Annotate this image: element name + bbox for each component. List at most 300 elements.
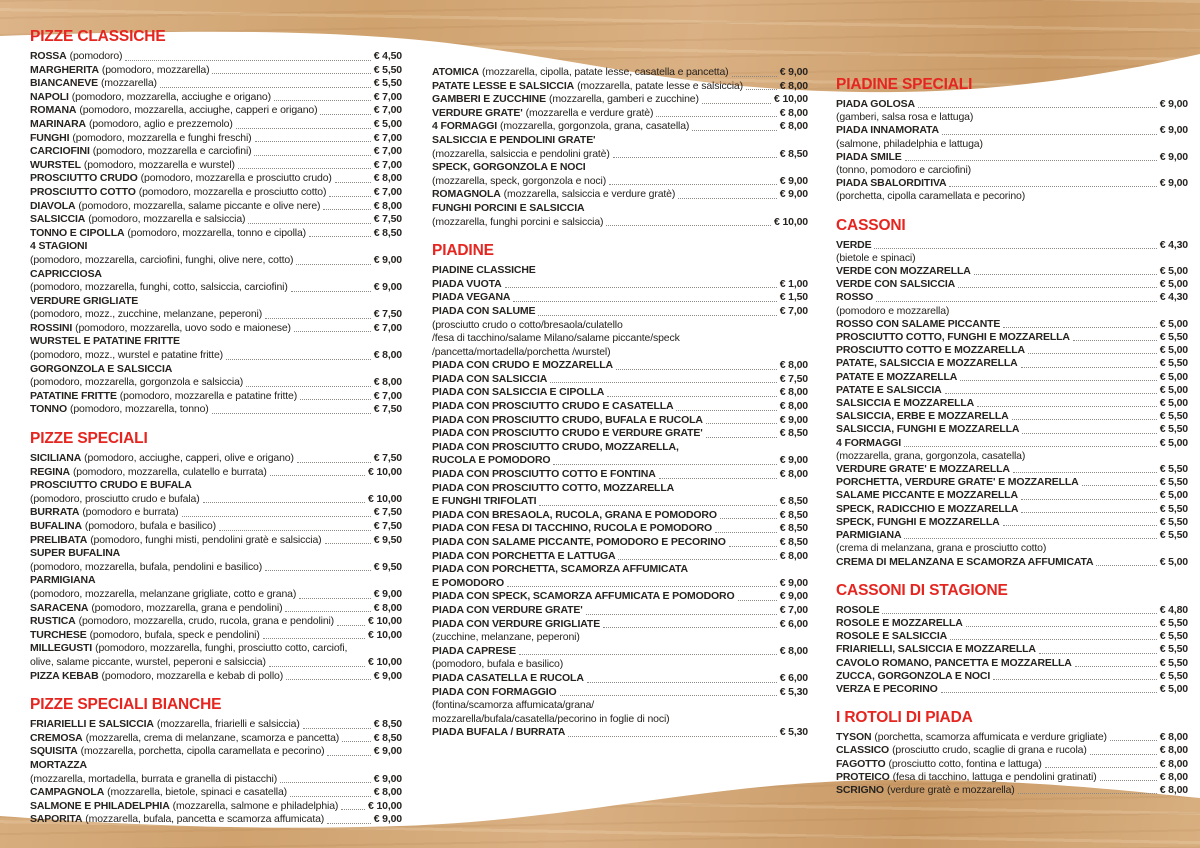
section-title: PIZZE SPECIALI <box>30 430 148 448</box>
item-description: (pomodoro, mozzarella, uovo sodo e maionese) <box>75 321 291 334</box>
item-description: (pomodoro, mozzarella e salsiccia) <box>88 213 246 226</box>
item-description: (mozzarella, bufala, pancetta e scamorza affumicata) <box>85 813 325 826</box>
menu-item-row <box>30 64 402 78</box>
leader-dots <box>958 287 1157 288</box>
item-name: E POMODORO <box>432 576 505 589</box>
menu-item-row <box>30 642 402 656</box>
menu-item-row <box>30 335 402 349</box>
item-description: (fontina/scamorza affumicata/grana/ <box>432 699 595 712</box>
item-description: (prosciutto crudo o cotto/bresaola/culatello <box>432 318 623 331</box>
item-name: PATATE E MOZZARELLA <box>836 370 958 383</box>
item-name: SPECK, FUNGHI E MOZZARELLA <box>836 515 1000 528</box>
menu-item-row <box>30 574 402 588</box>
item-price: € 4,30 <box>1159 238 1188 251</box>
item-name: ROMAGNOLA <box>432 188 501 201</box>
menu-item-row <box>30 376 402 390</box>
item-price: € 9,00 <box>1159 98 1188 110</box>
menu-item-row <box>30 629 402 643</box>
menu-item-row <box>432 107 808 121</box>
item-description: (pomodoro, mozzarella e prosciutto crudo) <box>140 172 332 185</box>
leader-dots <box>280 782 371 783</box>
leader-dots <box>1018 793 1157 794</box>
item-description: (mozzarella, funghi porcini e salsiccia) <box>432 215 604 228</box>
menu-item-row <box>432 726 808 740</box>
item-description: (pomodoro, prosciutto crudo e bufala) <box>30 492 200 505</box>
item-price: € 8,00 <box>779 386 808 399</box>
menu-item-row <box>836 151 1188 164</box>
menu-section <box>432 66 808 229</box>
leader-dots <box>286 679 371 680</box>
item-price: € 8,00 <box>373 172 402 185</box>
menu-item-row <box>432 577 808 591</box>
menu-section <box>30 696 402 827</box>
menu-item-row <box>836 371 1188 384</box>
leader-dots <box>335 182 371 183</box>
item-name: PIADA CON PROSCIUTTO COTTO E FONTINA <box>432 468 656 481</box>
item-price: € 5,50 <box>1159 669 1188 682</box>
menu-item-row <box>836 397 1188 410</box>
menu-item-row <box>836 744 1188 757</box>
item-name: ROMANA <box>30 104 77 117</box>
item-price: € 7,50 <box>373 506 402 519</box>
item-name: SAPORITA <box>30 813 83 826</box>
menu-item-row <box>836 318 1188 331</box>
item-price: € 10,00 <box>368 492 402 505</box>
menu-item-row <box>30 800 402 814</box>
item-description: (pomodoro) <box>69 50 123 62</box>
item-description: (mozzarella, speck, gorgonzola e noci) <box>432 174 607 187</box>
item-name: SALSICCIA <box>30 213 86 226</box>
menu-item-row <box>30 506 402 520</box>
menu-item-row <box>836 463 1188 476</box>
leader-dots <box>974 274 1157 275</box>
menu-item-row <box>30 295 402 309</box>
menu-item-row <box>836 423 1188 436</box>
leader-dots <box>702 103 771 104</box>
item-name: FAGOTTO <box>836 757 886 770</box>
item-name: SALSICCIA, FUNGHI E MOZZARELLA <box>836 423 1020 436</box>
leader-dots <box>1039 653 1157 654</box>
item-price: € 9,50 <box>373 533 402 546</box>
menu-item-row <box>30 561 402 575</box>
item-description: (pomodoro, bufala e basilico) <box>432 658 564 671</box>
item-description: (salmone, philadelphia e lattuga) <box>836 137 983 150</box>
item-name: PATATE LESSE E SALSICCIA <box>432 79 575 92</box>
menu-item-row <box>30 588 402 602</box>
leader-dots <box>299 598 371 599</box>
item-price: € 8,00 <box>779 79 808 92</box>
item-price: € 6,00 <box>779 617 808 630</box>
menu-item-row <box>30 670 402 684</box>
item-price: € 9,00 <box>779 413 808 426</box>
menu-item-row <box>836 239 1188 252</box>
item-name: PIADA CON PROSCIUTTO COTTO, MOZZARELLA <box>432 481 675 494</box>
item-name: SUPER BUFALINA <box>30 547 121 560</box>
leader-dots <box>296 264 370 265</box>
item-price: € 5,50 <box>373 63 402 76</box>
menu-item-row <box>432 373 808 387</box>
menu-item-row <box>30 254 402 268</box>
item-price: € 10,00 <box>368 799 402 812</box>
menu-item-row <box>30 132 402 146</box>
menu-item-row <box>836 291 1188 304</box>
leader-dots <box>297 462 371 463</box>
menu-item-row <box>30 759 402 773</box>
leader-dots <box>539 505 776 506</box>
item-name: SALMONE E PHILADELPHIA <box>30 799 170 812</box>
item-description: (mozzarella, patate lesse e salsiccia) <box>577 79 743 92</box>
menu-item-row <box>836 731 1188 744</box>
item-name: SQUISITA <box>30 745 78 758</box>
leader-dots <box>678 198 776 199</box>
item-name: CLASSICO <box>836 744 890 757</box>
item-price: € 1,00 <box>779 277 808 290</box>
leader-dots <box>125 60 370 61</box>
item-price: € 9,50 <box>373 560 402 573</box>
section-title: CASSONI DI STAGIONE <box>836 581 1008 599</box>
item-description: (pomodoro, mozzarella e patatine fritte) <box>119 389 298 402</box>
menu-item-row <box>836 542 1188 555</box>
item-description: (pomodoro, bufala e basilico) <box>84 520 216 532</box>
item-name: SCRIGNO <box>836 783 884 796</box>
leader-dots <box>291 291 371 292</box>
item-price: € 10,00 <box>368 615 402 628</box>
menu-section <box>30 28 402 417</box>
item-price: € 5,50 <box>1159 515 1188 528</box>
item-price: € 5,50 <box>1159 357 1188 370</box>
leader-dots <box>603 627 777 628</box>
menu-item-row <box>30 240 402 254</box>
item-price: € 8,00 <box>779 468 808 481</box>
menu-item-row <box>836 630 1188 643</box>
leader-dots <box>587 682 777 683</box>
leader-dots <box>265 570 371 571</box>
item-price: € 5,50 <box>1159 643 1188 656</box>
item-name: GORGONZOLA E SALSICCIA <box>30 362 173 375</box>
leader-dots <box>254 155 370 156</box>
leader-dots <box>246 386 371 387</box>
menu-item-row <box>836 643 1188 656</box>
menu-item-row <box>30 615 402 629</box>
item-name: SALSICCIA, ERBE E MOZZARELLA <box>836 410 1009 423</box>
item-price: € 5,00 <box>1159 370 1188 383</box>
item-name: MORTAZZA <box>30 758 87 771</box>
item-description: (mozzarella e verdure gratè) <box>525 106 654 119</box>
item-name: MARINARA <box>30 117 86 130</box>
menu-item-row <box>432 332 808 346</box>
item-name: FUNGHI <box>30 131 70 144</box>
item-price: € 5,00 <box>1159 436 1188 449</box>
leader-dots <box>1100 780 1157 781</box>
item-price: € 7,50 <box>373 520 402 532</box>
menu-item-row <box>432 563 808 577</box>
item-description: (pomodoro, bufala, speck e pendolini) <box>89 628 260 641</box>
leader-dots <box>325 543 371 544</box>
leader-dots <box>327 755 370 756</box>
item-price: € 9,00 <box>373 772 402 785</box>
item-price: € 7,50 <box>779 372 808 385</box>
menu-column-center <box>432 66 808 740</box>
item-description: /fesa di tacchino/salame Milano/salame piccante/speck <box>432 332 680 345</box>
item-name: BUFALINA <box>30 520 82 532</box>
item-price: € 10,00 <box>368 465 402 478</box>
item-description: (mozzarella, gorgonzola, grana, casatella) <box>500 120 690 133</box>
item-description: (pomodoro, funghi misti, pendolini gratè e salsiccia) <box>90 533 322 546</box>
item-name: PIADA CON SPECK, SCAMORZA AFFUMICATA E POMODORO <box>432 590 735 603</box>
item-name: SALSICCIA E PENDOLINI GRATE' <box>432 133 596 146</box>
item-price: € 5,00 <box>1159 555 1188 568</box>
menu-item-row <box>30 281 402 295</box>
leader-dots <box>203 502 365 503</box>
item-price: € 4,80 <box>1159 603 1188 616</box>
item-description: (prosciutto cotto, fontina e lattuga) <box>888 757 1042 770</box>
item-name: WURSTEL <box>30 158 81 171</box>
item-name: PIADA INNAMORATA <box>836 124 939 137</box>
item-name: SPECK, GORGONZOLA E NOCI <box>432 161 586 174</box>
item-name: PIADINE CLASSICHE <box>432 264 536 277</box>
leader-dots <box>505 287 777 288</box>
menu-item-row <box>432 134 808 148</box>
leader-dots <box>265 318 371 319</box>
item-price: € 5,00 <box>1159 397 1188 410</box>
item-price: € 1,50 <box>779 291 808 304</box>
leader-dots <box>618 559 776 560</box>
item-price: € 8,50 <box>373 731 402 744</box>
item-description: (porchetta, scamorza affumicata e verdure grigliate) <box>874 731 1107 744</box>
item-name: CAVOLO ROMANO, PANCETTA E MOZZARELLA <box>836 656 1072 669</box>
menu-item-row <box>30 50 402 64</box>
leader-dots <box>692 130 776 131</box>
item-name: SPECK, RADICCHIO E MOZZARELLA <box>836 502 1019 515</box>
leader-dots <box>1021 367 1157 368</box>
item-name: PIADA CON FORMAGGIO <box>432 685 557 698</box>
menu-item-row <box>432 66 808 80</box>
item-name: PRELIBATA <box>30 533 88 546</box>
item-price: € 8,50 <box>779 536 808 548</box>
menu-item-row <box>432 305 808 319</box>
menu-item-row <box>432 441 808 455</box>
item-description: (gamberi, salsa rosa e lattuga) <box>836 111 974 124</box>
item-name: CARCIOFINI <box>30 145 90 158</box>
item-name: RUSTICA <box>30 615 76 628</box>
item-price: € 5,00 <box>1159 278 1188 291</box>
item-name: FRIARIELLI E SALSICCIA <box>30 718 154 731</box>
menu-item-row <box>432 604 808 618</box>
item-price: € 8,00 <box>779 400 808 413</box>
item-price: € 8,00 <box>1159 770 1188 783</box>
leader-dots <box>560 695 777 696</box>
menu-item-row <box>432 536 808 550</box>
item-price: € 7,50 <box>373 452 402 465</box>
menu-item-row <box>432 658 808 672</box>
item-description: (verdure gratè e mozzarella) <box>886 783 1015 796</box>
leader-dots <box>538 315 776 316</box>
menu-item-row <box>30 91 402 105</box>
section-title: CASSONI <box>836 216 906 234</box>
item-name: PIADA CAPRESE <box>432 644 517 657</box>
leader-dots <box>212 413 371 414</box>
item-price: € 5,00 <box>1159 317 1188 330</box>
leader-dots <box>182 516 371 517</box>
item-price: € 9,00 <box>1159 150 1188 163</box>
item-name: MARGHERITA <box>30 63 99 76</box>
item-name: SALSICCIA E MOZZARELLA <box>836 397 975 410</box>
item-description: (mozzarella, crema di melanzane, scamorza e pancetta) <box>85 731 340 744</box>
item-name: PROTEICO <box>836 770 890 783</box>
leader-dots <box>1013 472 1157 473</box>
item-price: € 5,30 <box>779 726 808 739</box>
item-name: VERDE CON MOZZARELLA <box>836 265 971 278</box>
menu-item-row <box>30 172 402 186</box>
menu-item-row <box>432 359 808 373</box>
menu-section <box>836 709 1188 797</box>
menu-item-row <box>836 450 1188 463</box>
item-description: (bietole e spinaci) <box>836 251 916 264</box>
item-price: € 7,00 <box>779 304 808 317</box>
section-title: PIADINE <box>432 242 494 260</box>
leader-dots <box>960 380 1157 381</box>
item-name: PIADA CON PROSCIUTTO CRUDO, BUFALA E RUCOLA <box>432 413 703 426</box>
leader-dots <box>519 654 777 655</box>
leader-dots <box>656 116 776 117</box>
leader-dots <box>219 530 371 531</box>
item-price: € 9,00 <box>373 587 402 600</box>
leader-dots <box>1110 740 1157 741</box>
item-name: PIADA VEGANA <box>432 291 511 304</box>
item-name: SICILIANA <box>30 452 82 465</box>
item-price: € 9,00 <box>779 188 808 201</box>
item-price: € 8,00 <box>373 199 402 212</box>
item-description: (mozzarella, bietole, spinaci e casatella) <box>107 786 288 799</box>
menu-item-row <box>30 159 402 173</box>
item-price: € 10,00 <box>774 93 808 106</box>
menu-item-row <box>432 80 808 94</box>
menu-item-row <box>836 305 1188 318</box>
item-description: (pomodoro, mozzarella e prosciutto cotto) <box>138 185 327 198</box>
leader-dots <box>327 823 371 824</box>
leader-dots <box>1012 419 1157 420</box>
item-name: PARMIGIANA <box>30 574 96 587</box>
item-name: GAMBERI E ZUCCHINE <box>432 93 546 106</box>
item-description: (pomodoro, mozzarella, melanzane grigliate, cotto e grana) <box>30 587 297 600</box>
item-price: € 8,00 <box>373 376 402 389</box>
item-description: (pomodoro, mozzarella, culatello e burrata) <box>72 465 267 478</box>
item-price: € 8,00 <box>779 549 808 562</box>
leader-dots <box>248 223 370 224</box>
item-name: VERZA E PECORINO <box>836 682 938 695</box>
item-description: (tonno, pomodoro e carciofini) <box>836 164 971 177</box>
menu-item-row <box>432 454 808 468</box>
item-price: € 7,00 <box>373 90 402 103</box>
leader-dots <box>949 186 1156 187</box>
menu-item-row <box>432 713 808 727</box>
item-price: € 5,00 <box>1159 682 1188 695</box>
leader-dots <box>676 410 776 411</box>
leader-dots <box>1082 485 1157 486</box>
leader-dots <box>550 382 777 383</box>
section-title: I ROTOLI DI PIADA <box>836 709 973 727</box>
item-price: € 8,00 <box>779 106 808 119</box>
item-name: PIADA CON PORCHETTA, SCAMORZA AFFUMICATA <box>432 563 688 576</box>
item-name: PIADA CON FESA DI TACCHINO, RUCOLA E POMODORO <box>432 522 713 535</box>
leader-dots <box>1003 525 1157 526</box>
item-price: € 8,50 <box>373 226 402 239</box>
item-price: € 7,00 <box>779 603 808 616</box>
menu-item-row <box>836 410 1188 423</box>
item-description: (pomodoro, mozzarella, tonno) <box>69 403 209 416</box>
item-price: € 5,30 <box>779 685 808 698</box>
item-price: € 8,00 <box>779 359 808 372</box>
menu-item-row <box>432 175 808 189</box>
item-name: TURCHESE <box>30 628 87 641</box>
item-name: 4 FORMAGGI <box>432 120 498 133</box>
item-name: 4 STAGIONI <box>30 240 88 253</box>
menu-item-row <box>30 547 402 561</box>
item-price: € 9,00 <box>1159 124 1188 137</box>
leader-dots <box>1045 767 1157 768</box>
leader-dots <box>236 128 371 129</box>
leader-dots <box>1075 666 1157 667</box>
item-name: ROSOLE E SALSICCIA <box>836 630 948 643</box>
leader-dots <box>1096 565 1156 566</box>
leader-dots <box>942 134 1157 135</box>
menu-item-row <box>30 268 402 282</box>
item-name: PORCHETTA, VERDURE GRATE' E MOZZARELLA <box>836 476 1079 489</box>
item-price: € 5,50 <box>1159 423 1188 436</box>
menu-item-row <box>836 489 1188 502</box>
item-price: € 9,00 <box>373 281 402 294</box>
item-price: € 8,00 <box>1159 783 1188 796</box>
item-price: € 5,50 <box>1159 476 1188 489</box>
menu-item-row <box>836 529 1188 542</box>
item-price: € 8,50 <box>779 147 808 160</box>
menu-item-row <box>836 617 1188 630</box>
leader-dots <box>1073 340 1157 341</box>
item-name: PIADA CON BRESAOLA, RUCOLA, GRANA E POMODORO <box>432 508 717 521</box>
item-price: € 10,00 <box>368 628 402 641</box>
item-price: € 4,50 <box>373 50 402 62</box>
menu-item-row <box>432 495 808 509</box>
leader-dots <box>732 76 777 77</box>
item-name: PIADA SMILE <box>836 150 902 163</box>
menu-item-row <box>30 520 402 534</box>
leader-dots <box>586 614 777 615</box>
item-price: € 5,50 <box>373 77 402 90</box>
leader-dots <box>323 209 370 210</box>
leader-dots <box>905 160 1157 161</box>
leader-dots <box>918 107 1157 108</box>
leader-dots <box>874 248 1156 249</box>
leader-dots <box>738 600 777 601</box>
menu-item-row <box>836 111 1188 124</box>
item-name: VERDURE GRATE' <box>432 106 523 119</box>
item-name: CAMPAGNOLA <box>30 786 105 799</box>
menu-item-row <box>30 602 402 616</box>
item-name: ROSSO CON SALAME PICCANTE <box>836 317 1001 330</box>
menu-item-row <box>30 213 402 227</box>
item-name: PIADA CON PROSCIUTTO CRUDO, MOZZARELLA, <box>432 440 679 453</box>
item-description: (mozzarella) <box>100 77 157 90</box>
leader-dots <box>270 475 365 476</box>
leader-dots <box>294 331 371 332</box>
item-description: (pomodoro, mozzarella e funghi freschi) <box>72 131 252 144</box>
leader-dots <box>285 611 370 612</box>
menu-item-row <box>432 120 808 134</box>
item-name: ROSSA <box>30 50 67 62</box>
item-name: PATATE E SALSICCIA <box>836 383 942 396</box>
leader-dots <box>1003 327 1156 328</box>
item-name: PARMIGIANA <box>836 529 902 542</box>
